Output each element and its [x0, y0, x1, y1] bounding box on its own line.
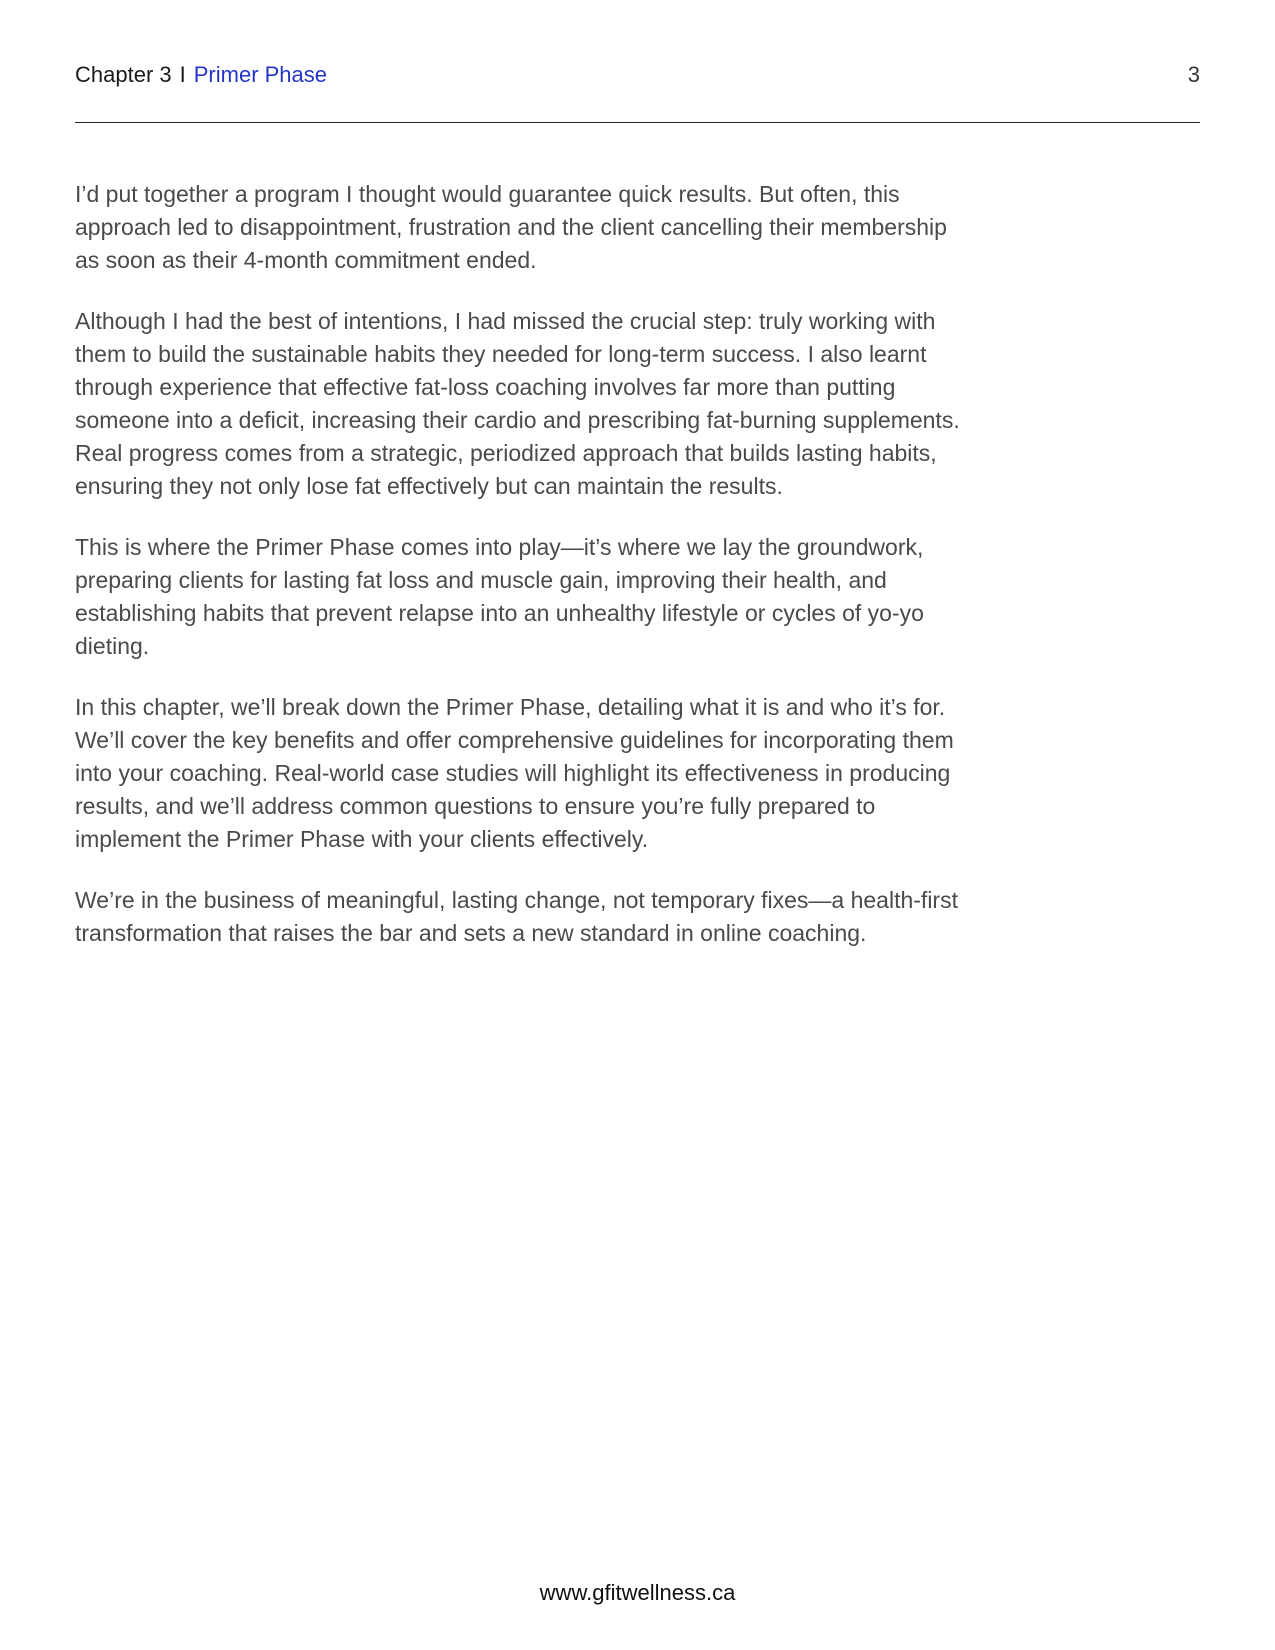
paragraph-4: In this chapter, we’ll break down the Primer Phase, detailing what it is and who it’s for. We’ll cover the key benefits and offer comprehensive guidelines for incorporating them into your coaching. Real-world case studies will highlight its effectiveness in producing results, and we’ll address common questions to ensure you’re fully prepared to implement the Primer Phase with your clients effectively.: [75, 694, 954, 852]
chapter-name: Primer Phase: [193, 62, 328, 87]
chapter-breadcrumb: [75, 62, 327, 88]
header-divider: [75, 122, 1200, 123]
chapter-label: Chapter 3: [75, 62, 172, 87]
paragraph-5: We’re in the business of meaningful, lasting change, not temporary fixes—a health-first transformation that raises the bar and sets a new standard in online coaching.: [75, 887, 958, 946]
paragraph-1: I’d put together a program I thought would guarantee quick results. But often, this approach led to disappointment, frustration and the client cancelling their membership as soon as their 4-month commitment ended.: [75, 181, 947, 273]
body-text: [75, 178, 975, 978]
footer-website: www.gfitwellness.ca: [539, 1580, 736, 1605]
chapter-separator: I: [179, 62, 186, 87]
page-number: 3: [1187, 62, 1200, 87]
paragraph-2: Although I had the best of intentions, I had missed the crucial step: truly working with them to build the sustainable habits they needed for long-term success. I also learnt through experience that effective fat-loss coaching involves far more than putting someone into a deficit, increasing their cardio and prescribing fat-burning supplements. Real progress comes from a strategic, periodized approach that builds lasting habits, ensuring they not only lose fat effectively but can maintain the results.: [75, 308, 960, 499]
page-header: [75, 62, 1200, 90]
paragraph-3: This is where the Primer Phase comes into play—it’s where we lay the groundwork, preparing clients for lasting fat loss and muscle gain, improving their health, and establishing habits that prevent relapse into an unhealthy lifestyle or cycles of yo-yo dieting.: [75, 534, 924, 659]
